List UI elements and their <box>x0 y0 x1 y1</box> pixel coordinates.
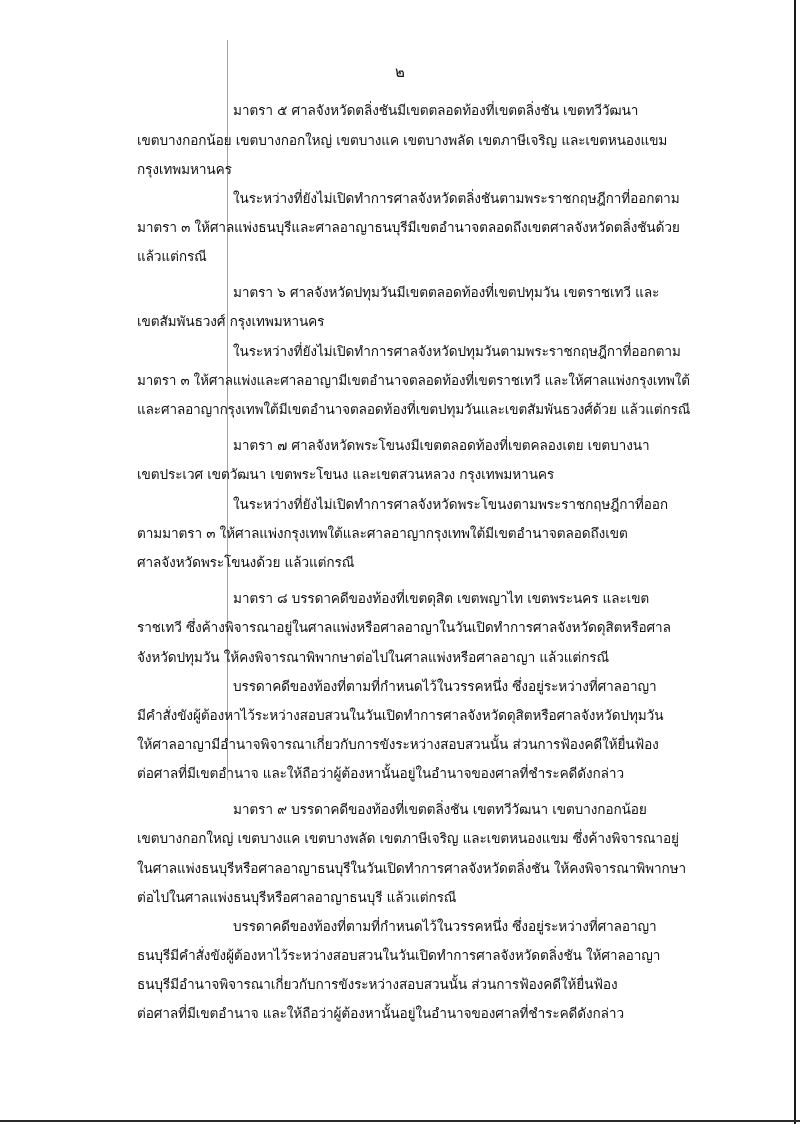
section-9-line-4: ต่อไปในศาลแพ่งธนบุรีหรือศาลอาญาธนบุรี แล้วแต่กรณี <box>137 890 457 906</box>
section-7-line-5: ศาลจังหวัดพระโขนงด้วย แล้วแต่กรณี <box>137 555 355 571</box>
section-5-line-3: กรุงเทพมหานคร <box>137 162 232 178</box>
section-7-line-4: ตามมาตรา ๓ ให้ศาลแพ่งกรุงเทพใต้และศาลอาญากรุงเทพใต้มีเขตอำนาจตลอดถึงเขต <box>137 526 628 542</box>
page-number: ๒ <box>395 63 405 81</box>
section-8-line-5: มีคำสั่งขังผู้ต้องหาไว้ระหว่างสอบสวนในวันเปิดทำการศาลจังหวัดดุสิตหรือศาลจังหวัดปทุมวัน <box>137 708 664 724</box>
section-8-line-4: บรรดาคดีของท้องที่ตามที่กำหนดไว้ในวรรคหนึ่ง ซึ่งอยู่ระหว่างที่ศาลอาญา <box>233 679 657 695</box>
section-8-line-2: ราชเทวี ซึ่งค้างพิจารณาอยู่ในศาลแพ่งหรือศาลอาญาในวันเปิดทำการศาลจังหวัดดุสิตหรือศาล <box>137 620 671 636</box>
section-6-line-1: มาตรา ๖ ศาลจังหวัดปทุมวันมีเขตตลอดท้องที่เขตปทุมวัน เขตราชเทวี และ <box>233 285 660 301</box>
section-6-line-2: เขตสัมพันธวงศ์ กรุงเทพมหานคร <box>137 314 325 330</box>
section-8-line-7: ต่อศาลที่มีเขตอำนาจ และให้ถือว่าผู้ต้องหานั้นอยู่ในอำนาจของศาลที่ชำระคดีดังกล่าว <box>137 766 624 782</box>
section-5-line-6: แล้วแต่กรณี <box>137 249 207 265</box>
section-8-line-1: มาตรา ๘ บรรดาคดีของท้องที่เขตดุสิต เขตพญาไท เขตพระนคร และเขต <box>233 591 650 607</box>
scan-edge-right <box>794 0 796 1124</box>
section-7-line-1: มาตรา ๗ ศาลจังหวัดพระโขนงมีเขตตลอดท้องที่เขตคลองเตย เขตบางนา <box>233 438 650 454</box>
section-9-line-8: ต่อศาลที่มีเขตอำนาจ และให้ถือว่าผู้ต้องหานั้นอยู่ในอำนาจของศาลที่ชำระคดีดังกล่าว <box>137 1006 624 1022</box>
section-9-line-5: บรรดาคดีของท้องที่ตามที่กำหนดไว้ในวรรคหนึ่ง ซึ่งอยู่ระหว่างที่ศาลอาญา <box>233 919 657 935</box>
section-9-line-3: ในศาลแพ่งธนบุรีหรือศาลอาญาธนบุรีในวันเปิดทำการศาลจังหวัดตลิ่งชัน ให้คงพิจารณาพิพากษา <box>137 861 687 877</box>
section-8-line-3: จังหวัดปทุมวัน ให้คงพิจารณาพิพากษาต่อไปในศาลแพ่งหรือศาลอาญา แล้วแต่กรณี <box>137 650 609 666</box>
section-7-line-3: ในระหว่างที่ยังไม่เปิดทำการศาลจังหวัดพระโขนงตามพระราชกฤษฎีกาที่ออก <box>233 497 669 513</box>
section-7-line-2: เขตประเวศ เขตวัฒนา เขตพระโขนง และเขตสวนหลวง กรุงเทพมหานคร <box>137 467 555 483</box>
section-9-line-7: ธนบุรีมีอำนาจพิจารณาเกี่ยวกับการขังระหว่างสอบสวนนั้น ส่วนการฟ้องคดีให้ยื่นฟ้อง <box>137 977 618 993</box>
section-9-line-1: มาตรา ๙ บรรดาคดีของท้องที่เขตตลิ่งชัน เขตทวีวัฒนา เขตบางกอกน้อย <box>233 802 647 818</box>
section-6-line-5: และศาลอาญากรุงเทพใต้มีเขตอำนาจตลอดท้องที่เขตปทุมวันและเขตสัมพันธวงศ์ด้วย แล้วแต่กรณี <box>137 402 691 418</box>
section-9-line-2: เขตบางกอกใหญ่ เขตบางแค เขตบางพลัด เขตภาษีเจริญ และเขตหนองแขม ซึ่งค้างพิจารณาอยู่ <box>137 831 679 847</box>
section-6-line-3: ในระหว่างที่ยังไม่เปิดทำการศาลจังหวัดปทุมวันตามพระราชกฤษฎีกาที่ออกตาม <box>233 344 681 360</box>
section-5-line-1: มาตรา ๕ ศาลจังหวัดตลิ่งชันมีเขตตลอดท้องที่เขตตลิ่งชัน เขตทวีวัฒนา <box>233 103 639 119</box>
section-5-line-4: ในระหว่างที่ยังไม่เปิดทำการศาลจังหวัดตลิ่งชันตามพระราชกฤษฎีกาที่ออกตาม <box>233 191 680 207</box>
section-5-line-2: เขตบางกอกน้อย เขตบางกอกใหญ่ เขตบางแค เขตบางพลัด เขตภาษีเจริญ และเขตหนองแขม <box>137 133 668 149</box>
section-5-line-5: มาตรา ๓ ให้ศาลแพ่งธนบุรีและศาลอาญาธนบุรีมีเขตอำนาจตลอดถึงเขตศาลจังหวัดตลิ่งชันด้วย <box>137 220 680 236</box>
scan-edge-bottom <box>0 1120 800 1122</box>
section-8-line-6: ให้ศาลอาญามีอำนาจพิจารณาเกี่ยวกับการขังระหว่างสอบสวนนั้น ส่วนการฟ้องคดีให้ยื่นฟ้อง <box>137 737 659 753</box>
section-6-line-4: มาตรา ๓ ให้ศาลแพ่งและศาลอาญามีเขตอำนาจตลอดท้องที่เขตราชเทวี และให้ศาลแพ่งกรุงเทพใต้ <box>137 373 690 389</box>
section-9-line-6: ธนบุรีมีคำสั่งขังผู้ต้องหาไว้ระหว่างสอบสวนในวันเปิดทำการศาลจังหวัดตลิ่งชัน ให้ศาลอาญา <box>137 948 661 964</box>
